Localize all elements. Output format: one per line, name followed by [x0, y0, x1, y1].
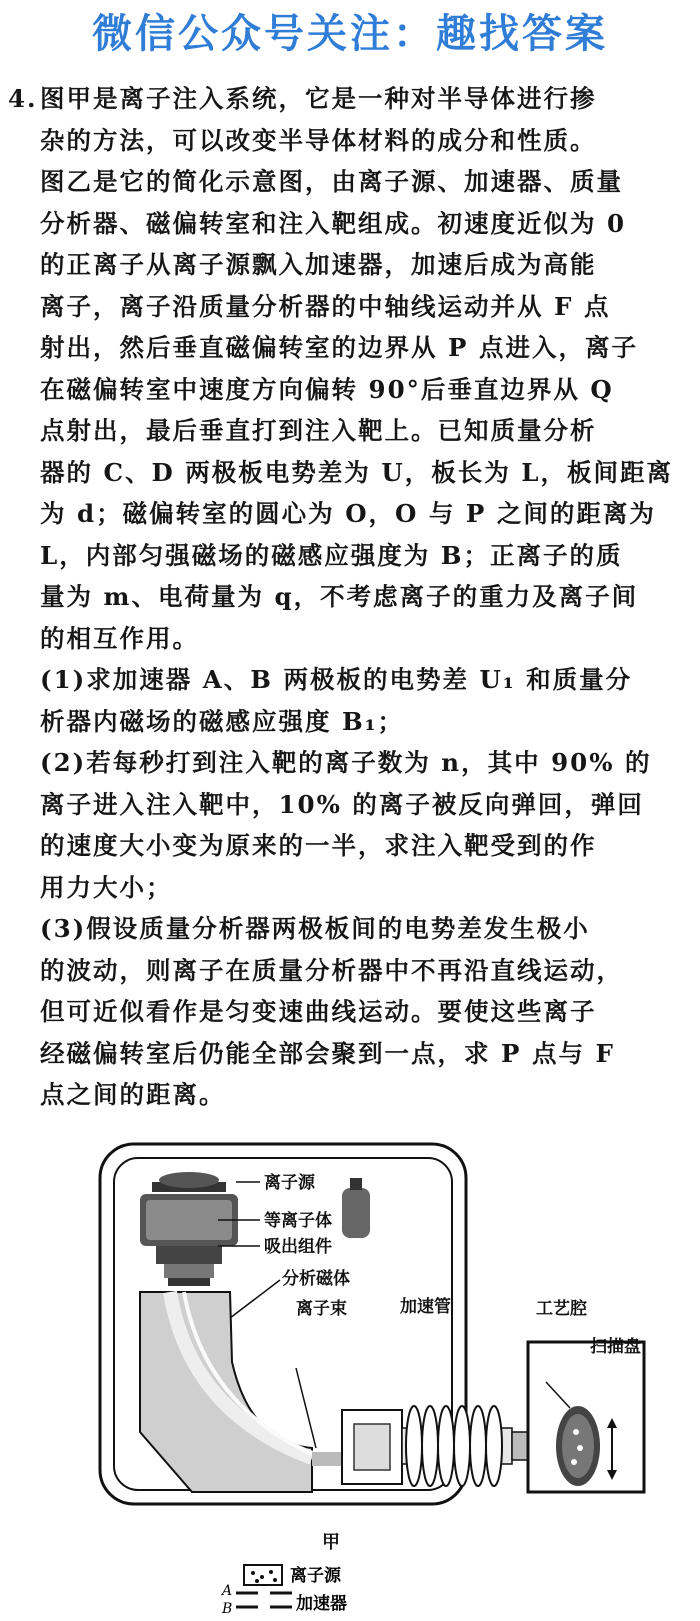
subquestion-1-line: (1)求加速器 A、B 两极板的电势差 U₁ 和质量分	[40, 665, 633, 694]
problem-line: 杂的方法，可以改变半导体材料的成分和性质。	[40, 125, 597, 155]
plate-a-label: A	[222, 1583, 233, 1599]
ion-implanter-diagram	[80, 1142, 680, 1512]
figure-caption-jia: 甲	[322, 1532, 340, 1553]
figure-yi-partial	[220, 1563, 420, 1617]
subquestion-3-line: 但可近似看作是匀变速曲线运动。要使这些离子	[40, 997, 597, 1026]
problem-line: 分析器、磁偏转室和注入靶组成。初速度近似为 0	[40, 208, 627, 238]
problem-line: 的相互作用。	[40, 623, 199, 653]
subquestion-1-line: 析器内磁场的磁感应强度 B₁；	[40, 706, 404, 736]
watermark: 微信公众号关注：趣找答案	[92, 11, 608, 57]
problem-line: 量为 m、电荷量为 q，不考虑离子的重力及离子间	[40, 582, 639, 611]
label-ion-beam: 离子束	[296, 1299, 347, 1319]
ion-source-box	[244, 1565, 282, 1585]
subquestion-3-line: 的波动，则离子在质量分析器中不再沿直线运动，	[40, 955, 623, 985]
problem-line: 为 d；磁偏转室的圆心为 O，O 与 P 之间的距离为	[40, 499, 656, 528]
label-analyzer-magnet: 分析磁体	[282, 1269, 350, 1289]
problem-number: 4.	[8, 84, 38, 113]
figure-jia	[80, 1142, 680, 1512]
label-accelerator-yi: 加速器	[296, 1594, 347, 1614]
subquestion-3-line: (3)假设质量分析器两极板间的电势差发生极小	[40, 914, 590, 943]
problem-text	[8, 78, 688, 1116]
problem-line: 在磁偏转室中速度方向偏转 90°后垂直边界从 Q	[40, 374, 614, 404]
problem-line: 4.图甲是离子注入系统，它是一种对半导体进行掺	[8, 78, 688, 120]
subquestion-2-line: 离子进入注入靶中，10% 的离子被反向弹回，弹回	[40, 789, 644, 819]
accelerator-tube-shape	[402, 1406, 512, 1486]
label-plasma: 等离子体	[264, 1211, 332, 1231]
figure-yi-diagram	[220, 1563, 420, 1617]
subquestion-2-line: 的速度大小变为原来的一半，求注入靶受到的作	[40, 831, 597, 860]
problem-line: 图乙是它的简化示意图，由离子源、加速器、质量	[40, 167, 623, 196]
label-ion-source: 离子源	[264, 1173, 315, 1193]
problem-line: 器的 C、D 两极板电势差为 U，板长为 L，板间距离	[40, 457, 673, 487]
problem-line: 射出，然后垂直磁偏转室的边界从 P 点进入，离子	[40, 333, 638, 362]
label-ion-source-yi: 离子源	[290, 1566, 341, 1586]
subquestion-3-line: 经磁偏转室后仍能全部会聚到一点，求 P 点与 F	[40, 1038, 615, 1068]
label-accel-tube: 加速管	[400, 1297, 451, 1317]
problem-line: L，内部匀强磁场的磁感应强度为 B；正离子的质	[40, 540, 623, 570]
plate-b-label: B	[222, 1601, 233, 1617]
subquestion-3-line: 点之间的距离。	[40, 1080, 226, 1109]
problem-line: 离子，离子沿质量分析器的中轴线运动并从 F 点	[40, 291, 611, 321]
problem-line: 的正离子从离子源飘入加速器，加速后成为高能	[40, 250, 597, 279]
subquestion-2-line: (2)若每秒打到注入靶的离子数为 n，其中 90% 的	[40, 748, 652, 777]
label-process-chamber: 工艺腔	[536, 1299, 587, 1319]
label-scan-disk: 扫描盘	[590, 1337, 641, 1357]
problem-line: 点射出，最后垂直打到注入靶上。已知质量分析	[40, 416, 597, 445]
subquestion-2-line: 用力大小；	[40, 872, 173, 902]
label-extraction: 吸出组件	[264, 1237, 332, 1257]
